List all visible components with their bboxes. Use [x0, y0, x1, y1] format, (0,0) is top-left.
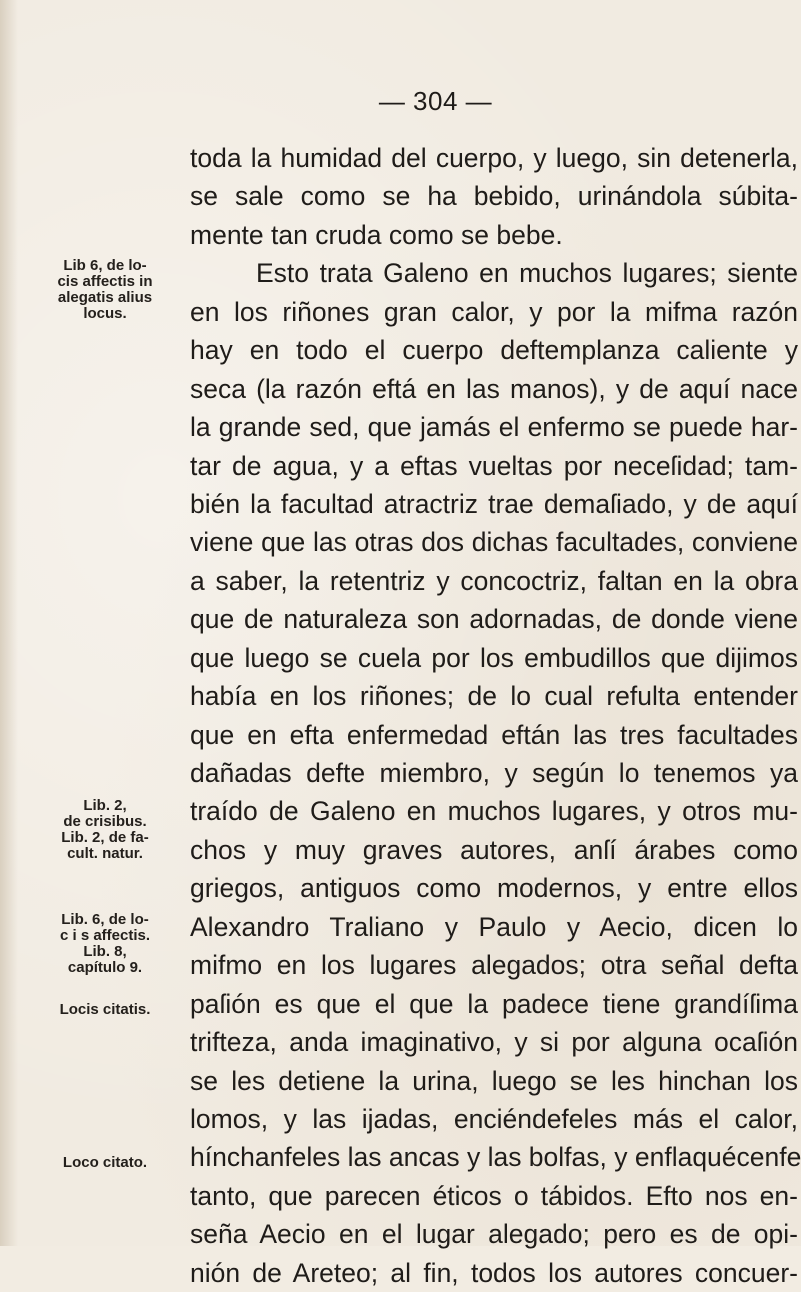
marginal-note-line: Loco citato. — [62, 1154, 148, 1171]
text-line: toda la humidad del cuerpo, y luego, sin detenerla, — [190, 143, 798, 173]
text-line: que en efta enfermedad eftán las tres facultades — [190, 719, 798, 750]
marginal-note — [30, 1155, 180, 1171]
text-line: viene que las otras dos dichas facultades, conviene — [190, 527, 798, 558]
marginal-note-line: Lib. 2, de fa- — [61, 829, 149, 846]
text-line: bién la facultad atractriz trae demaſiado, y de aquí — [190, 488, 798, 519]
text-line: chos y muy graves autores, anſí árabes como — [190, 834, 798, 865]
text-line: lomos, y las ijadas, enciéndefeles más el calor, — [190, 1103, 798, 1134]
text-line: hínchanfeles las ancas y las bolfas, y enflaquécenfe — [190, 1142, 801, 1173]
marginal-note-line: locus. — [83, 305, 127, 322]
text-line: mente tan cruda como se bebe. — [190, 219, 563, 250]
marginal-note — [30, 1002, 180, 1018]
marginal-note-line: Lib. 6, de lo- — [61, 911, 149, 928]
text-line: traído de Galeno en muchos lugares, y otros mu- — [190, 796, 798, 827]
text-line: seca (la razón eftá en las manos), y de aquí nace — [190, 373, 798, 404]
text-line: griegos, antiguos como modernos, y entre ellos — [190, 873, 798, 904]
marginal-note — [30, 258, 180, 322]
text-line: que de naturaleza son adornadas, de donde viene — [190, 604, 798, 635]
marginal-note-line: Lib 6, de lo- — [63, 257, 147, 274]
text-line: había en los riñones; de lo cual refulta entender — [190, 681, 798, 712]
marginal-note-line: de crisibus. — [63, 813, 147, 830]
marginal-note-line: alegatis alius — [57, 289, 153, 306]
page-gutter-shadow — [0, 0, 18, 1246]
text-line: se sale como se ha bebido, urinándola súbita- — [190, 181, 798, 212]
marginal-note — [30, 798, 180, 862]
text-line: hay en todo el cuerpo deftemplanza caliente y — [190, 335, 798, 366]
text-line: paſión es que el que la padece tiene grandíſima — [190, 988, 798, 1019]
text-line: a saber, la retentriz y concoctriz, faltan en la obra — [190, 565, 798, 596]
text-line: nión de Areteo; al fin, todos los autores concuer- — [190, 1257, 798, 1288]
marginal-note — [30, 912, 180, 976]
marginal-note-line: Lib. 8, — [83, 943, 127, 960]
marginal-note-line: cult. natur. — [67, 845, 143, 862]
text-line: tanto, que parecen éticos o tábidos. Efto nos en- — [190, 1180, 798, 1211]
text-line: dañadas defte miembro, y según lo tenemos ya — [190, 758, 798, 788]
text-line: seña Aecio en el lugar alegado; pero es de opi- — [190, 1219, 798, 1250]
text-line: Esto trata Galeno en muchos lugares; siente — [256, 258, 798, 289]
marginal-note-line: c i s affectis. — [59, 927, 151, 944]
text-line: mifmo en los lugares alegados; otra señal defta — [190, 950, 798, 981]
text-line: trifteza, anda imaginativo, y si por alguna ocaſión — [190, 1027, 798, 1058]
text-line: tar de agua, y a eftas vueltas por neceſidad; tam- — [190, 450, 798, 481]
text-line: la grande sed, que jamás el enfermo se puede har- — [190, 412, 798, 443]
text-line: se les detiene la urina, luego se les hinchan los — [190, 1065, 798, 1096]
marginal-note-line: Locis citatis. — [59, 1001, 151, 1018]
text-line: Alexandro Traliano y Paulo y Aecio, dicen lo — [190, 911, 798, 942]
marginal-note-line: capítulo 9. — [67, 959, 143, 976]
text-line: en los riñones gran calor, y por la mifma razón — [190, 296, 798, 327]
marginal-note-line: cis affectis in — [57, 273, 153, 290]
page-number: — 304 — — [378, 86, 493, 116]
text-line: que luego se cuela por los embudillos que dijimos — [190, 642, 798, 673]
body-text — [190, 139, 801, 1292]
marginal-note-line: Lib. 2, — [83, 797, 127, 814]
